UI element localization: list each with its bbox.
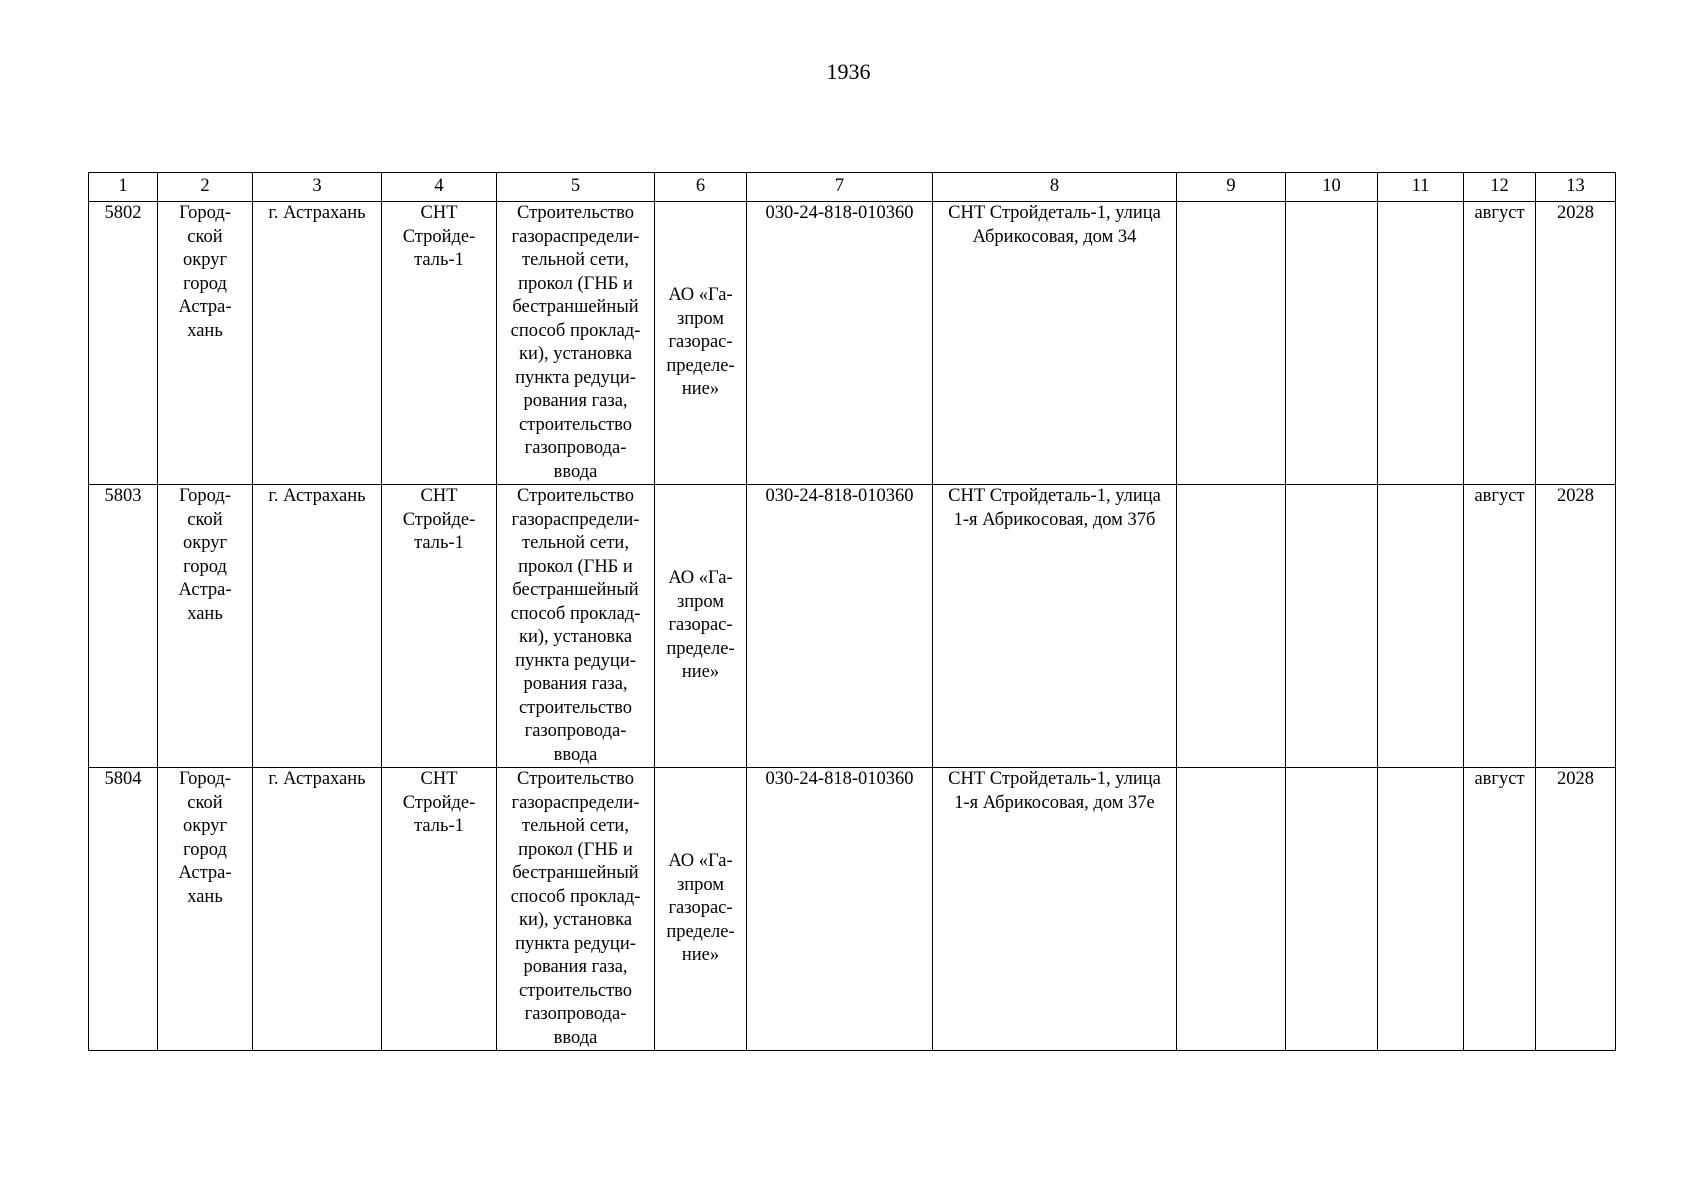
- object-cell: [382, 768, 497, 1051]
- works-cell: [497, 485, 655, 768]
- column-header-1: 1: [89, 173, 158, 202]
- row-number-cell: [89, 768, 158, 1051]
- col9-cell: [1177, 768, 1286, 1051]
- object-name: СНТ Стройде- таль-1: [402, 486, 476, 553]
- object-cell: [382, 202, 497, 485]
- code: 030-24-818-010360: [765, 769, 914, 789]
- table-row: [89, 768, 1616, 1051]
- col9-cell: [1177, 202, 1286, 485]
- organization-cell: [655, 202, 747, 485]
- municipality: Город- ской округ город Астра- хань: [178, 769, 232, 907]
- settlement-cell: [253, 485, 382, 768]
- data-table: [88, 172, 1616, 1051]
- municipality-cell: [158, 768, 253, 1051]
- object-name: СНТ Стройде- таль-1: [402, 769, 476, 836]
- year-cell: [1536, 485, 1616, 768]
- municipality-cell: [158, 202, 253, 485]
- address: СНТ Стройдеталь-1, улица Абрикосовая, дом 34: [948, 203, 1161, 247]
- settlement: г. Астрахань: [268, 203, 366, 223]
- column-header-11: 11: [1378, 173, 1464, 202]
- municipality: Город- ской округ город Астра- хань: [178, 486, 232, 624]
- organization: АО «Га- зпром газорас- пределе- ние»: [666, 285, 735, 400]
- row-number-cell: [89, 485, 158, 768]
- row-number-cell: [89, 202, 158, 485]
- row-number: 5803: [104, 486, 142, 506]
- address-cell: [933, 485, 1177, 768]
- column-header-5: 5: [497, 173, 655, 202]
- address: СНТ Стройдеталь-1, улица 1-я Абрикосовая, дом 37б: [948, 486, 1161, 530]
- municipality: Город- ской округ город Астра- хань: [178, 203, 232, 341]
- column-header-7: 7: [747, 173, 933, 202]
- object-cell: [382, 485, 497, 768]
- column-header-12: 12: [1464, 173, 1536, 202]
- organization-cell: [655, 768, 747, 1051]
- column-header-6: 6: [655, 173, 747, 202]
- works-cell: [497, 768, 655, 1051]
- month-cell: [1464, 768, 1536, 1051]
- page-number: 1936: [826, 59, 871, 84]
- address-cell: [933, 202, 1177, 485]
- month-cell: [1464, 485, 1536, 768]
- year-cell: [1536, 768, 1616, 1051]
- table-row: [89, 485, 1616, 768]
- code: 030-24-818-010360: [765, 203, 914, 223]
- column-header-13: 13: [1536, 173, 1616, 202]
- code-cell: [747, 768, 933, 1051]
- year: 2028: [1557, 203, 1594, 223]
- col10-cell: [1286, 768, 1378, 1051]
- code: 030-24-818-010360: [765, 486, 914, 506]
- organization: АО «Га- зпром газорас- пределе- ние»: [666, 851, 735, 966]
- object-name: СНТ Стройде- таль-1: [402, 203, 476, 270]
- month: август: [1474, 486, 1525, 506]
- works-description: Строительство газораспредели- тельной сети, прокол (ГНБ и бестраншейный способ проклад- ки), установка пункта редуци- рования газа, строительство газопровода- ввода: [510, 203, 641, 482]
- column-header-8: 8: [933, 173, 1177, 202]
- col10-cell: [1286, 485, 1378, 768]
- works-description: Строительство газораспредели- тельной сети, прокол (ГНБ и бестраншейный способ проклад- ки), установка пункта редуци- рования газа, строительство газопровода- ввода: [510, 769, 641, 1048]
- row-number: 5804: [104, 769, 142, 789]
- settlement-cell: [253, 768, 382, 1051]
- code-cell: [747, 485, 933, 768]
- settlement: г. Астрахань: [268, 769, 366, 789]
- settlement-cell: [253, 202, 382, 485]
- year-cell: [1536, 202, 1616, 485]
- address-cell: [933, 768, 1177, 1051]
- works-cell: [497, 202, 655, 485]
- month: август: [1474, 769, 1525, 789]
- column-header-3: 3: [253, 173, 382, 202]
- col10-cell: [1286, 202, 1378, 485]
- organization: АО «Га- зпром газорас- пределе- ние»: [666, 568, 735, 683]
- col11-cell: [1378, 768, 1464, 1051]
- year: 2028: [1557, 486, 1594, 506]
- year: 2028: [1557, 769, 1594, 789]
- column-header-2: 2: [158, 173, 253, 202]
- municipality-cell: [158, 485, 253, 768]
- month: август: [1474, 203, 1525, 223]
- col11-cell: [1378, 202, 1464, 485]
- column-header-4: 4: [382, 173, 497, 202]
- header-row: [89, 173, 1616, 202]
- works-description: Строительство газораспредели- тельной сети, прокол (ГНБ и бестраншейный способ проклад- ки), установка пункта редуци- рования газа, строительство газопровода- ввода: [510, 486, 641, 765]
- col9-cell: [1177, 485, 1286, 768]
- row-number: 5802: [104, 203, 142, 223]
- month-cell: [1464, 202, 1536, 485]
- code-cell: [747, 202, 933, 485]
- organization-cell: [655, 485, 747, 768]
- column-header-9: 9: [1177, 173, 1286, 202]
- table-row: [89, 202, 1616, 485]
- col11-cell: [1378, 485, 1464, 768]
- settlement: г. Астрахань: [268, 486, 366, 506]
- column-header-10: 10: [1286, 173, 1378, 202]
- address: СНТ Стройдеталь-1, улица 1-я Абрикосовая, дом 37е: [948, 769, 1161, 813]
